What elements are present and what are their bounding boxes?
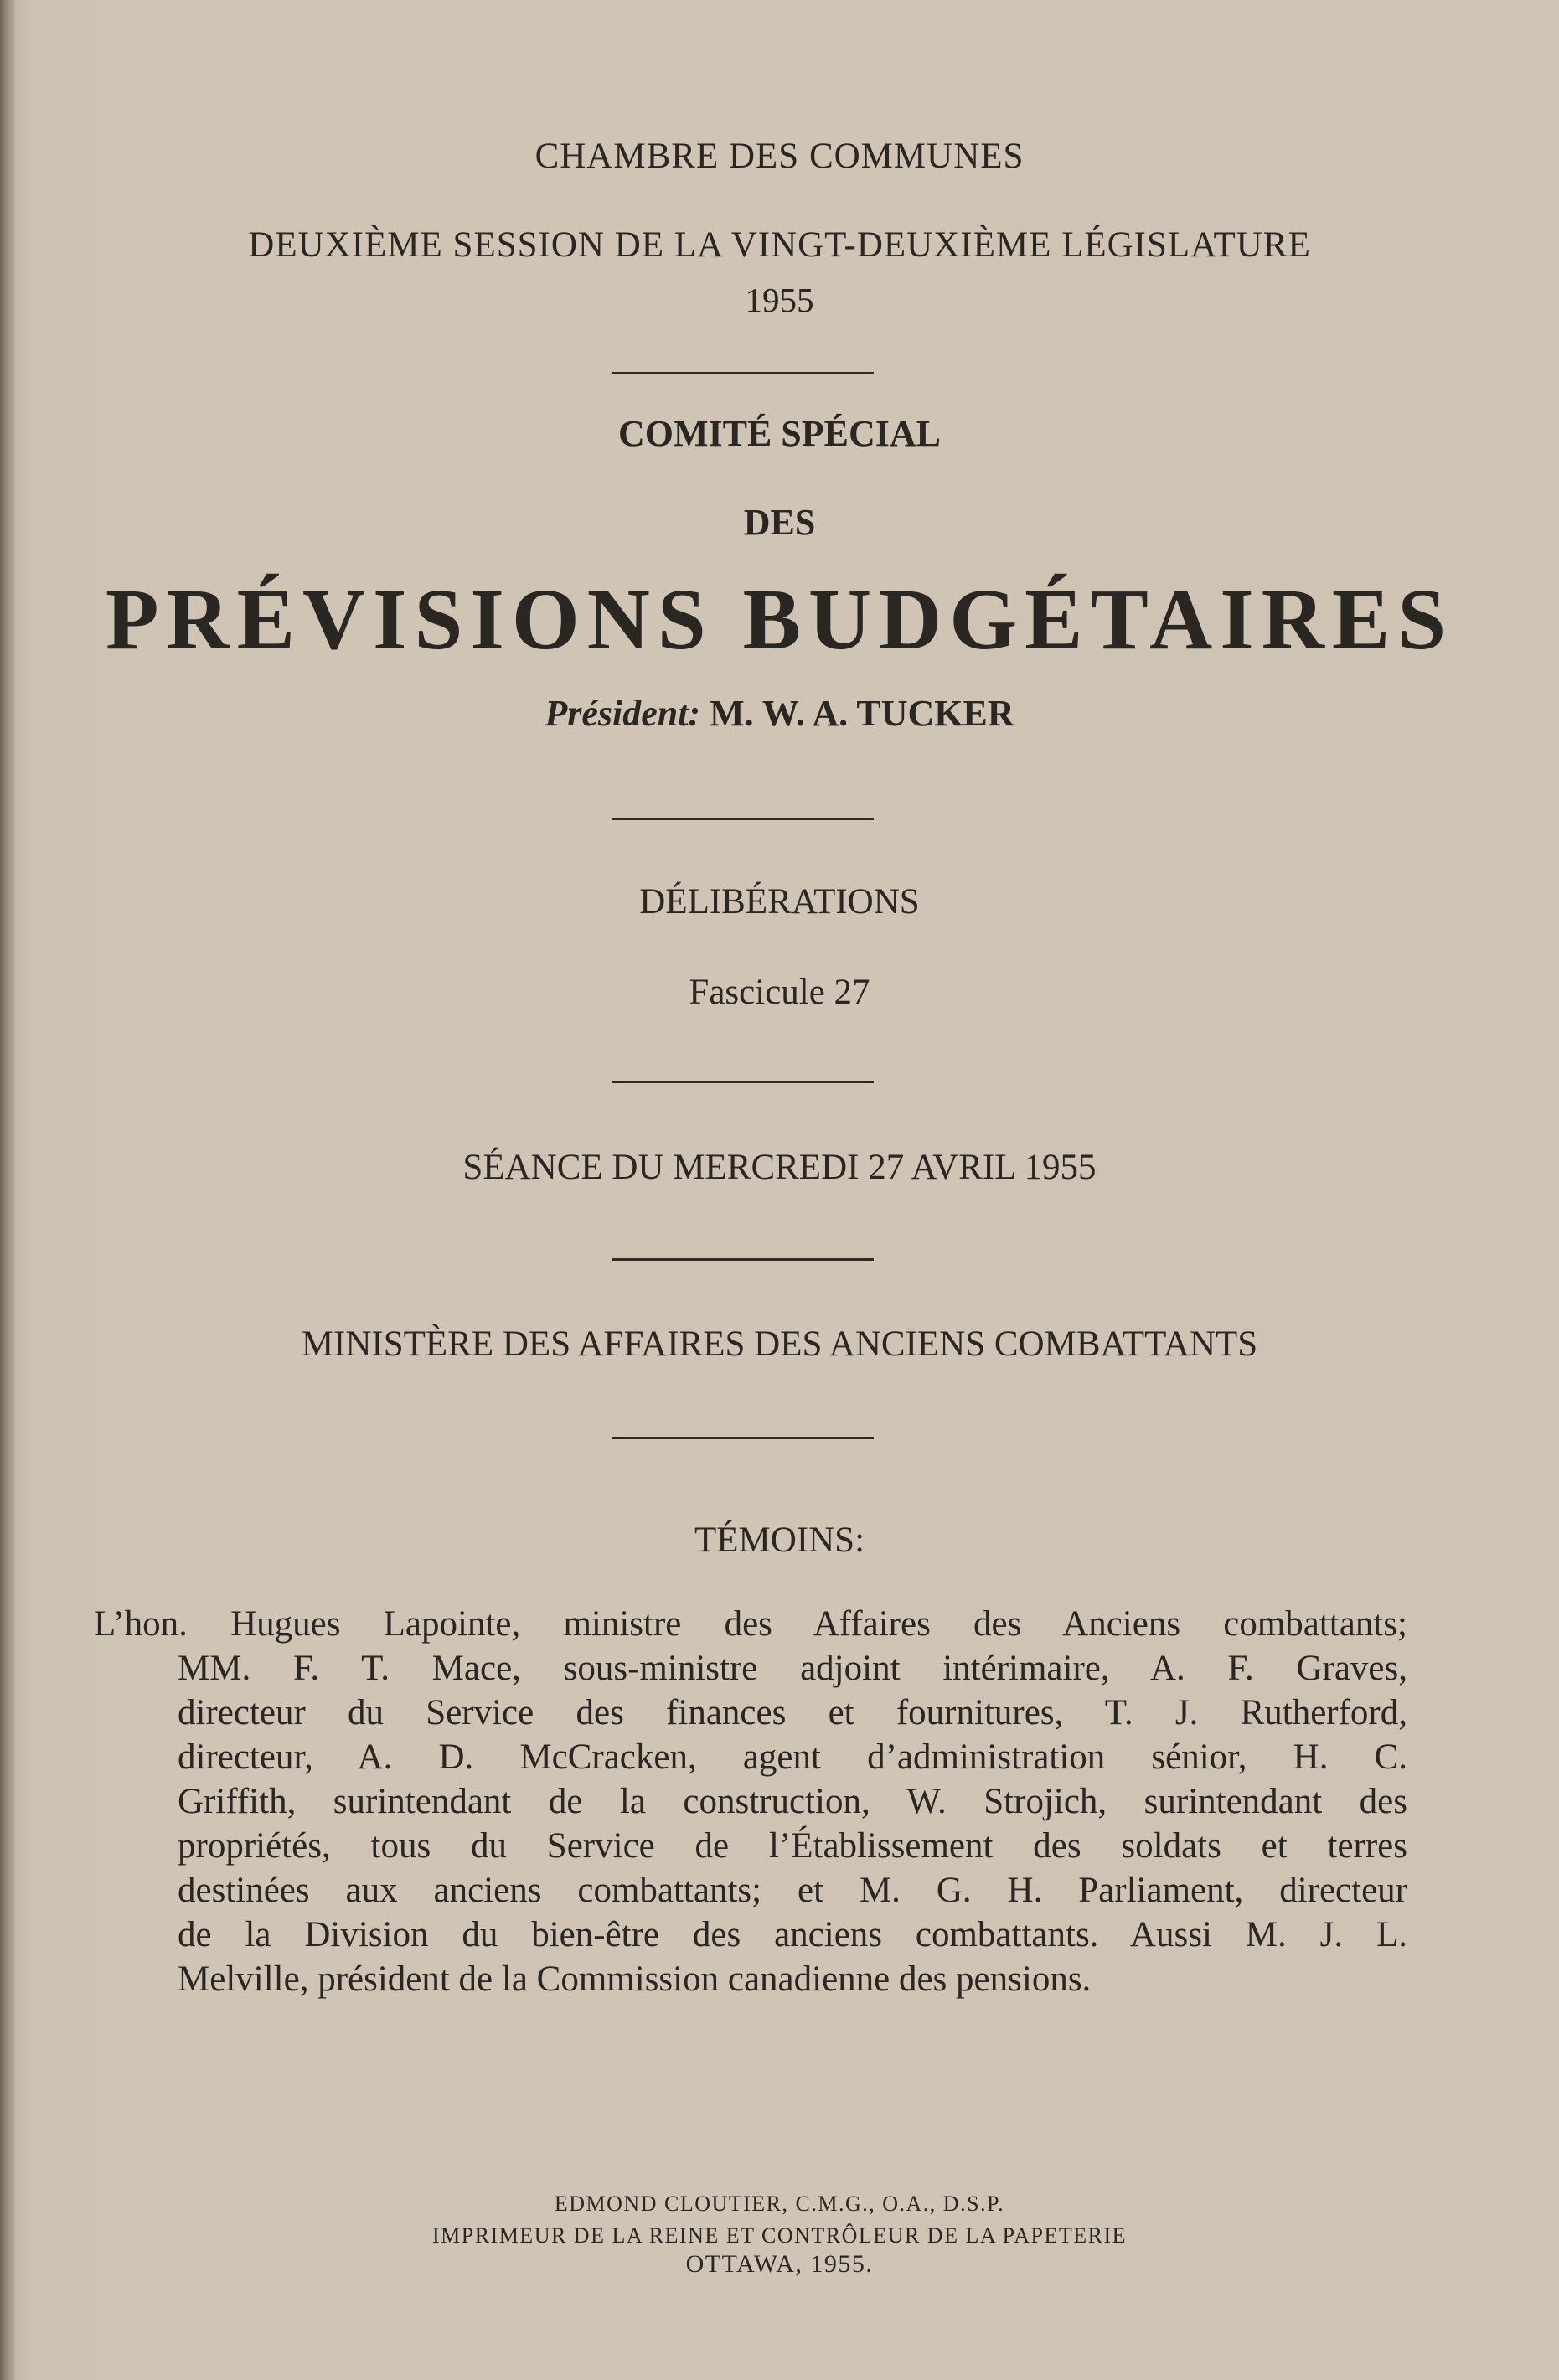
witness-line: Melville, président de la Commission canadienne des pensions. bbox=[178, 1959, 1092, 1999]
divider-rule bbox=[612, 1258, 874, 1261]
session-year: 1955 bbox=[745, 281, 814, 319]
session-heading: DEUXIÈME SESSION DE LA VINGT-DEUXIÈME LÉGISLATURE bbox=[248, 225, 1311, 265]
committee-president bbox=[0, 692, 1559, 735]
witness-line: propriétés, tous du Service de l’Établissement des soldats et terres bbox=[178, 1826, 1407, 1866]
witness-line: Griffith, surintendant de la construction, W. Strojich, surintendant des bbox=[178, 1782, 1407, 1821]
witness-line: directeur, A. D. McCracken, agent d’administration sénior, H. C. bbox=[178, 1737, 1407, 1777]
divider-rule bbox=[612, 1081, 874, 1083]
president-name: M. W. A. TUCKER bbox=[710, 693, 1014, 734]
committee-type: COMITÉ SPÉCIAL bbox=[617, 413, 942, 454]
divider-rule bbox=[612, 1437, 874, 1439]
committee-des: DES bbox=[743, 502, 816, 543]
president-role: Président: bbox=[545, 693, 701, 734]
proceedings-label: DÉLIBÉRATIONS bbox=[639, 882, 920, 922]
chambre-heading: CHAMBRE DES COMMUNES bbox=[534, 137, 1025, 176]
fascicule-number: Fascicule 27 bbox=[689, 973, 870, 1012]
divider-rule bbox=[612, 372, 874, 374]
witness-line: L’hon. Hugues Lapointe, ministre des Affaires des Anciens combattants; bbox=[94, 1604, 1407, 1644]
department-name: MINISTÈRE DES AFFAIRES DES ANCIENS COMBATTANTS bbox=[301, 1324, 1258, 1364]
printer-name: EDMOND CLOUTIER, C.M.G., O.A., D.S.P. bbox=[554, 2192, 1005, 2216]
witness-line: MM. F. T. Mace, sous-ministre adjoint intérimaire, A. F. Graves, bbox=[178, 1649, 1407, 1688]
divider-rule bbox=[612, 818, 874, 820]
witnesses-heading: TÉMOINS: bbox=[694, 1520, 865, 1560]
book-spine bbox=[0, 0, 15, 2380]
print-place: OTTAWA, 1955. bbox=[685, 2250, 874, 2278]
printer-role: IMPRIMEUR DE LA REINE ET CONTRÔLEUR DE LA PAPETERIE bbox=[431, 2223, 1128, 2248]
sitting-date: SÉANCE DU MERCREDI 27 AVRIL 1955 bbox=[462, 1148, 1097, 1187]
committee-title: PRÉVISIONS BUDGÉTAIRES bbox=[105, 571, 1454, 668]
witness-line: directeur du Service des finances et fournitures, T. J. Rutherford, bbox=[178, 1693, 1407, 1732]
witness-line: destinées aux anciens combattants; et M. G. H. Parliament, directeur bbox=[178, 1871, 1407, 1910]
witnesses-list bbox=[94, 1602, 1407, 2001]
witness-line: de la Division du bien-être des anciens combattants. Aussi M. J. L. bbox=[178, 1915, 1407, 1954]
